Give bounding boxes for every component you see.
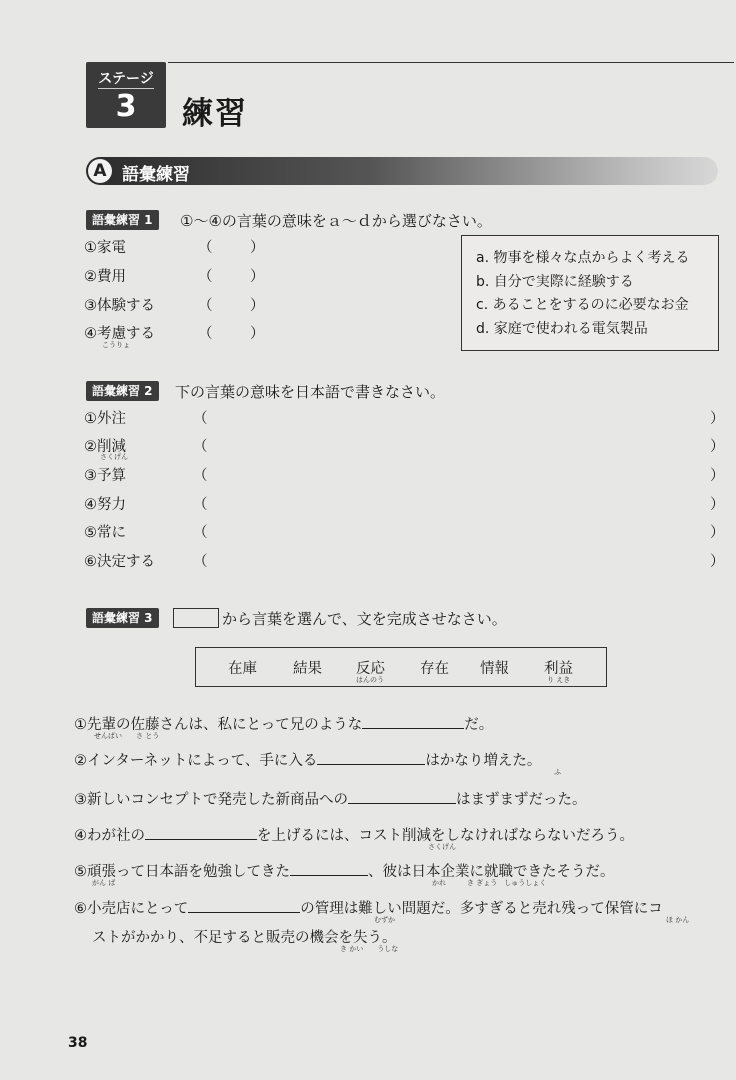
sentence-6-num: ⑥ xyxy=(74,901,87,917)
exercise-3-tag: 語彙練習 3 xyxy=(86,608,159,628)
ex2-paren-close-6: ） xyxy=(710,554,725,570)
ex2-item-2: ②削減 xyxy=(84,439,126,455)
sentence-2-ruby: ふ xyxy=(554,768,561,776)
ex2-paren-open-1: （ xyxy=(193,411,208,427)
exercise-2-instruction: 下の言葉の意味を日本語で書きなさい。 xyxy=(175,383,446,401)
ex1-paren-close-1: ） xyxy=(250,240,265,256)
stage-label: ステージ xyxy=(98,71,154,87)
ex2-paren-open-4: （ xyxy=(193,497,208,513)
sentence-4-after: を上げるには、コスト削減をしなければならないだろう。 xyxy=(257,828,634,844)
sentence-5-before: 頑張って日本語を勉強してきた xyxy=(87,864,290,880)
ex1-item-4: ④考慮する xyxy=(84,326,155,342)
word-sonzai: 存在 xyxy=(420,661,449,677)
ex2-paren-open-3: （ xyxy=(193,468,208,484)
word-hannou: 反応 xyxy=(356,661,385,677)
sentence-1-before: 先輩の佐藤さんは、私にとって兄のような xyxy=(87,717,363,733)
word-choice-box xyxy=(195,647,607,687)
sentence-3-after: はまずまずだった。 xyxy=(456,792,587,808)
ex2-item-4: ④努力 xyxy=(84,497,126,513)
sentence-1-num: ① xyxy=(74,717,87,733)
word-rieki: 利益 xyxy=(544,661,573,677)
page-title: 練習 xyxy=(182,96,248,132)
ex2-item-3: ③予算 xyxy=(84,468,126,484)
definition-d: d. 家庭で使われる電気製品 xyxy=(476,321,648,337)
word-rieki-ruby: り えき xyxy=(547,676,571,684)
stage-number: 3 xyxy=(115,89,137,124)
sentence-1-blank[interactable] xyxy=(362,714,464,729)
word-hannou-ruby: はんのう xyxy=(356,676,384,684)
sentence-1-after: だ。 xyxy=(464,717,494,733)
word-kekka: 結果 xyxy=(293,661,322,677)
ex2-item-1: ①外注 xyxy=(84,411,126,427)
ex1-paren-open-1: （ xyxy=(198,240,213,256)
sentence-6-continuation: ストがかかり、不足すると販売の機会を失う。 xyxy=(92,930,397,946)
exercise-1-instruction: ①～④の言葉の意味をａ～ｄから選びなさい。 xyxy=(180,212,492,230)
sentence-6-ruby-b: ほ かん xyxy=(666,916,690,924)
ex2-item-2-ruby: さくげん xyxy=(100,453,128,461)
sentence-4-before: わが社の xyxy=(87,828,145,844)
ex2-paren-close-1: ） xyxy=(710,411,725,427)
exercise-1-tag: 語彙練習 1 xyxy=(86,210,159,230)
sentence-2-after: はかなり増えた。 xyxy=(425,753,542,769)
ex2-paren-close-2: ） xyxy=(710,439,725,455)
sentence-4-num: ④ xyxy=(74,828,87,844)
sentence-3 xyxy=(74,788,587,809)
ex2-paren-close-4: ） xyxy=(710,497,725,513)
ex2-paren-open-2: （ xyxy=(193,439,208,455)
sentence-3-before: 新しいコンセプトで発売した新商品への xyxy=(87,792,348,808)
section-letter: A xyxy=(88,159,112,183)
sentence-3-num: ③ xyxy=(74,792,87,808)
sentence-6 xyxy=(74,897,663,918)
ex2-paren-close-5: ） xyxy=(710,525,725,541)
word-box-placeholder xyxy=(173,608,219,628)
definition-c: c. あることをするのに必要なお金 xyxy=(476,297,689,313)
sentence-1-ruby: せんぱい さ とう xyxy=(94,732,160,740)
sentence-3-blank[interactable] xyxy=(348,789,456,804)
page-number: 38 xyxy=(68,1035,88,1051)
header-rule xyxy=(168,62,734,63)
sentence-4 xyxy=(74,824,634,845)
ex1-paren-close-4: ） xyxy=(250,326,265,342)
sentence-2-blank[interactable] xyxy=(317,750,425,765)
ex1-paren-close-2: ） xyxy=(250,269,265,285)
sentence-4-ruby: さくげん xyxy=(428,843,456,851)
stage-badge xyxy=(86,62,166,128)
ex1-item-2: ②費用 xyxy=(84,269,126,285)
word-zaiko: 在庫 xyxy=(228,661,257,677)
exercise-2-tag: 語彙練習 2 xyxy=(86,381,159,401)
definitions-box xyxy=(461,235,719,351)
sentence-6-blank[interactable] xyxy=(188,898,300,913)
ex2-item-6: ⑥決定する xyxy=(84,554,155,570)
word-jouhou: 情報 xyxy=(480,661,509,677)
exercise-3-instruction: から言葉を選んで、文を完成させなさい。 xyxy=(222,610,507,628)
ex2-paren-close-3: ） xyxy=(710,468,725,484)
sentence-6-after: の管理は難しい問題だ。多すぎると売れ残って保管にコ xyxy=(300,901,663,917)
definition-a: a. 物事を様々な点からよく考える xyxy=(476,250,690,266)
sentence-2-before: インターネットによって、手に入る xyxy=(87,753,318,769)
sentence-5-ruby-b: かれ き ぎょう しゅうしょく xyxy=(432,879,547,887)
section-title: 語彙練習 xyxy=(122,165,190,185)
definition-b: b. 自分で実際に経験する xyxy=(476,274,634,290)
ex1-paren-close-3: ） xyxy=(250,298,265,314)
sentence-6-ruby-a: むずか xyxy=(374,916,395,924)
ex1-item-1: ①家電 xyxy=(84,240,126,256)
ex1-item-3: ③体験する xyxy=(84,298,155,314)
sentence-6-cont-ruby: き かい うしな xyxy=(340,945,399,953)
sentence-5-num: ⑤ xyxy=(74,864,87,880)
sentence-5-ruby-a: がん ば xyxy=(92,879,116,887)
ex2-paren-open-5: （ xyxy=(193,525,208,541)
sentence-6-before: 小売店にとって xyxy=(87,901,189,917)
ex2-item-5: ⑤常に xyxy=(84,525,126,541)
sentence-2 xyxy=(74,749,541,770)
ex1-item-4-ruby: こうりょ xyxy=(102,341,130,349)
sentence-5-blank[interactable] xyxy=(290,861,368,876)
ex2-paren-open-6: （ xyxy=(193,554,208,570)
sentence-2-num: ② xyxy=(74,753,87,769)
ex1-paren-open-4: （ xyxy=(198,326,213,342)
ex1-paren-open-3: （ xyxy=(198,298,213,314)
ex1-paren-open-2: （ xyxy=(198,269,213,285)
sentence-5-after: 、彼は日本企業に就職できたそうだ。 xyxy=(368,864,615,880)
sentence-4-blank[interactable] xyxy=(145,825,257,840)
